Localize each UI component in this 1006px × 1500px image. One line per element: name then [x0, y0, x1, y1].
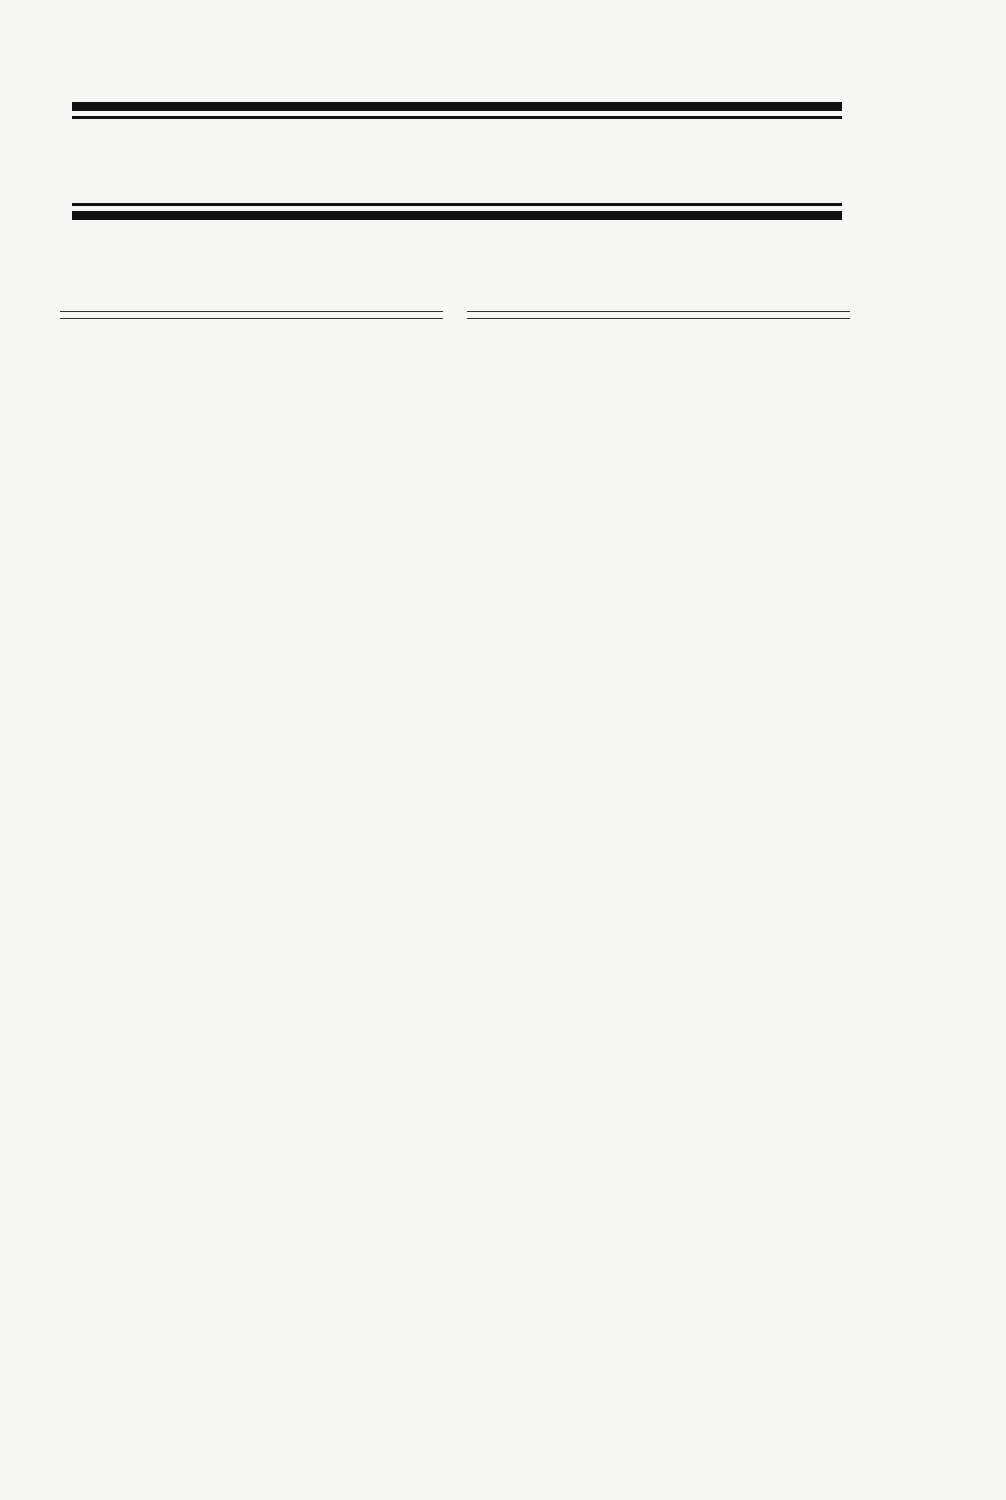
ornament-top-rule	[72, 102, 842, 111]
meander-ornament	[72, 100, 842, 222]
title-row	[60, 298, 850, 332]
title-rule-right	[467, 311, 850, 319]
title-rule-left	[60, 311, 443, 319]
ornament-bottom-rule	[72, 203, 842, 206]
